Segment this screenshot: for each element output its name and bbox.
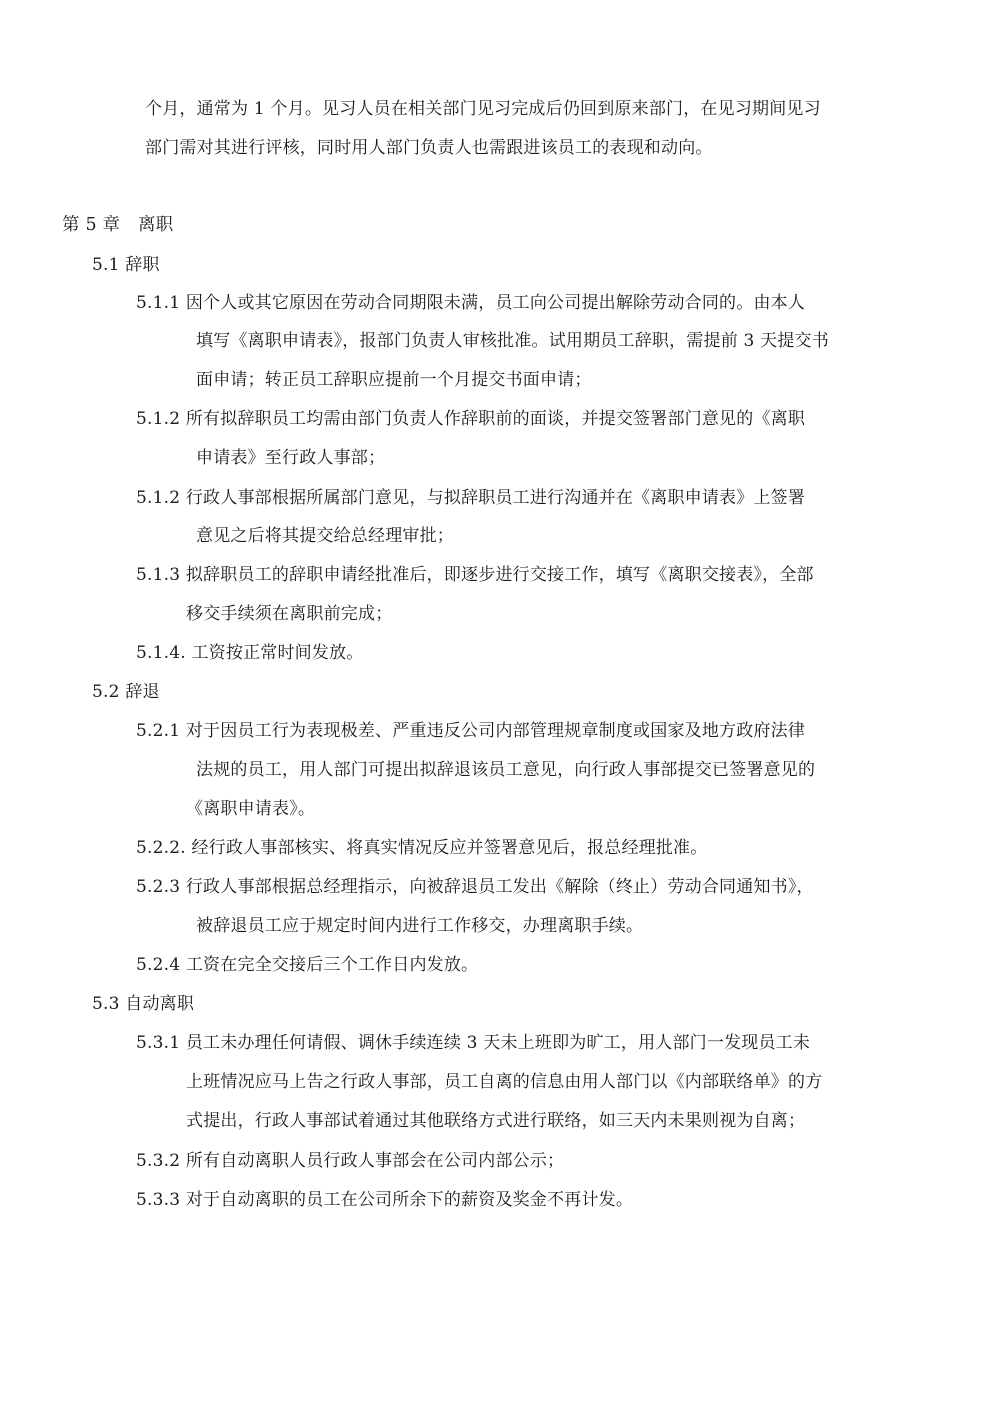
list-item-line: 5.1.2 所有拟辞职员工均需由部门负责人作辞职前的面谈，并提交签署部门意见的《离职 [136,409,806,429]
list-item-line: 面申请；转正员工辞职应提前一个月提交书面申请； [196,370,592,390]
section-heading: 5.2 辞退 [92,682,160,702]
list-item-line: 5.2.3 行政人事部根据总经理指示，向被辞退员工发出《解除（终止）劳动合同通知书》， [136,877,814,897]
list-item-line: 5.1.1 因个人或其它原因在劳动合同期限未满，员工向公司提出解除劳动合同的。由本人 [136,293,806,313]
section-heading: 5.3 自动离职 [92,994,195,1014]
list-item-line: 5.3.2 所有自动离职人员行政人事部会在公司内部公示； [136,1151,565,1171]
list-item-line: 上班情况应马上告之行政人事部，员工自离的信息由用人部门以《内部联络单》的方 [186,1072,823,1092]
list-item-line: 5.3.3 对于自动离职的员工在公司所余下的薪资及奖金不再计发。 [136,1190,634,1210]
list-item-line: 移交手续须在离职前完成； [186,604,393,624]
paragraph-line: 部门需对其进行评核，同时用人部门负责人也需跟进该员工的表现和动向。 [145,138,713,158]
list-item-line: 5.2.2. 经行政人事部核实、将真实情况反应并签署意见后，报总经理批准。 [136,838,708,858]
list-item-line: 5.3.1 员工未办理任何请假、调休手续连续 3 天未上班即为旷工，用人部门一发现员工未 [136,1033,811,1053]
list-item-line: 被辞退员工应于规定时间内进行工作移交，办理离职手续。 [196,916,644,936]
list-item-line: 申请表》至行政人事部； [196,448,386,468]
list-item-line: 法规的员工，用人部门可提出拟辞退该员工意见，向行政人事部提交已签署意见的 [196,760,816,780]
list-item-line: 5.1.2 行政人事部根据所属部门意见，与拟辞职员工进行沟通并在《离职申请表》上签署 [136,488,806,508]
list-item-line: 5.2.1 对于因员工行为表现极差、严重违反公司内部管理规章制度或国家及地方政府法律 [136,721,806,741]
list-item-line: 意见之后将其提交给总经理审批； [196,526,454,546]
list-item-line: 式提出，行政人事部试着通过其他联络方式进行联络，如三天内未果则视为自离； [186,1111,806,1131]
list-item-line: 5.1.3 拟辞职员工的辞职申请经批准后，即逐步进行交接工作，填写《离职交接表》，全部 [136,565,814,585]
list-item-line: 填写《离职申请表》，报部门负责人审核批准。试用期员工辞职，需提前 3 天提交书 [196,331,829,351]
chapter-heading: 第 5 章 离职 [62,215,174,235]
paragraph-line: 个月，通常为 1 个月。见习人员在相关部门见习完成后仍回到原来部门，在见习期间见习 [145,99,821,119]
list-item-line: 5.1.4. 工资按正常时间发放。 [136,643,364,663]
list-item-line: 《离职申请表》。 [186,799,316,819]
section-heading: 5.1 辞职 [92,255,160,275]
list-item-line: 5.2.4 工资在完全交接后三个工作日内发放。 [136,955,479,975]
